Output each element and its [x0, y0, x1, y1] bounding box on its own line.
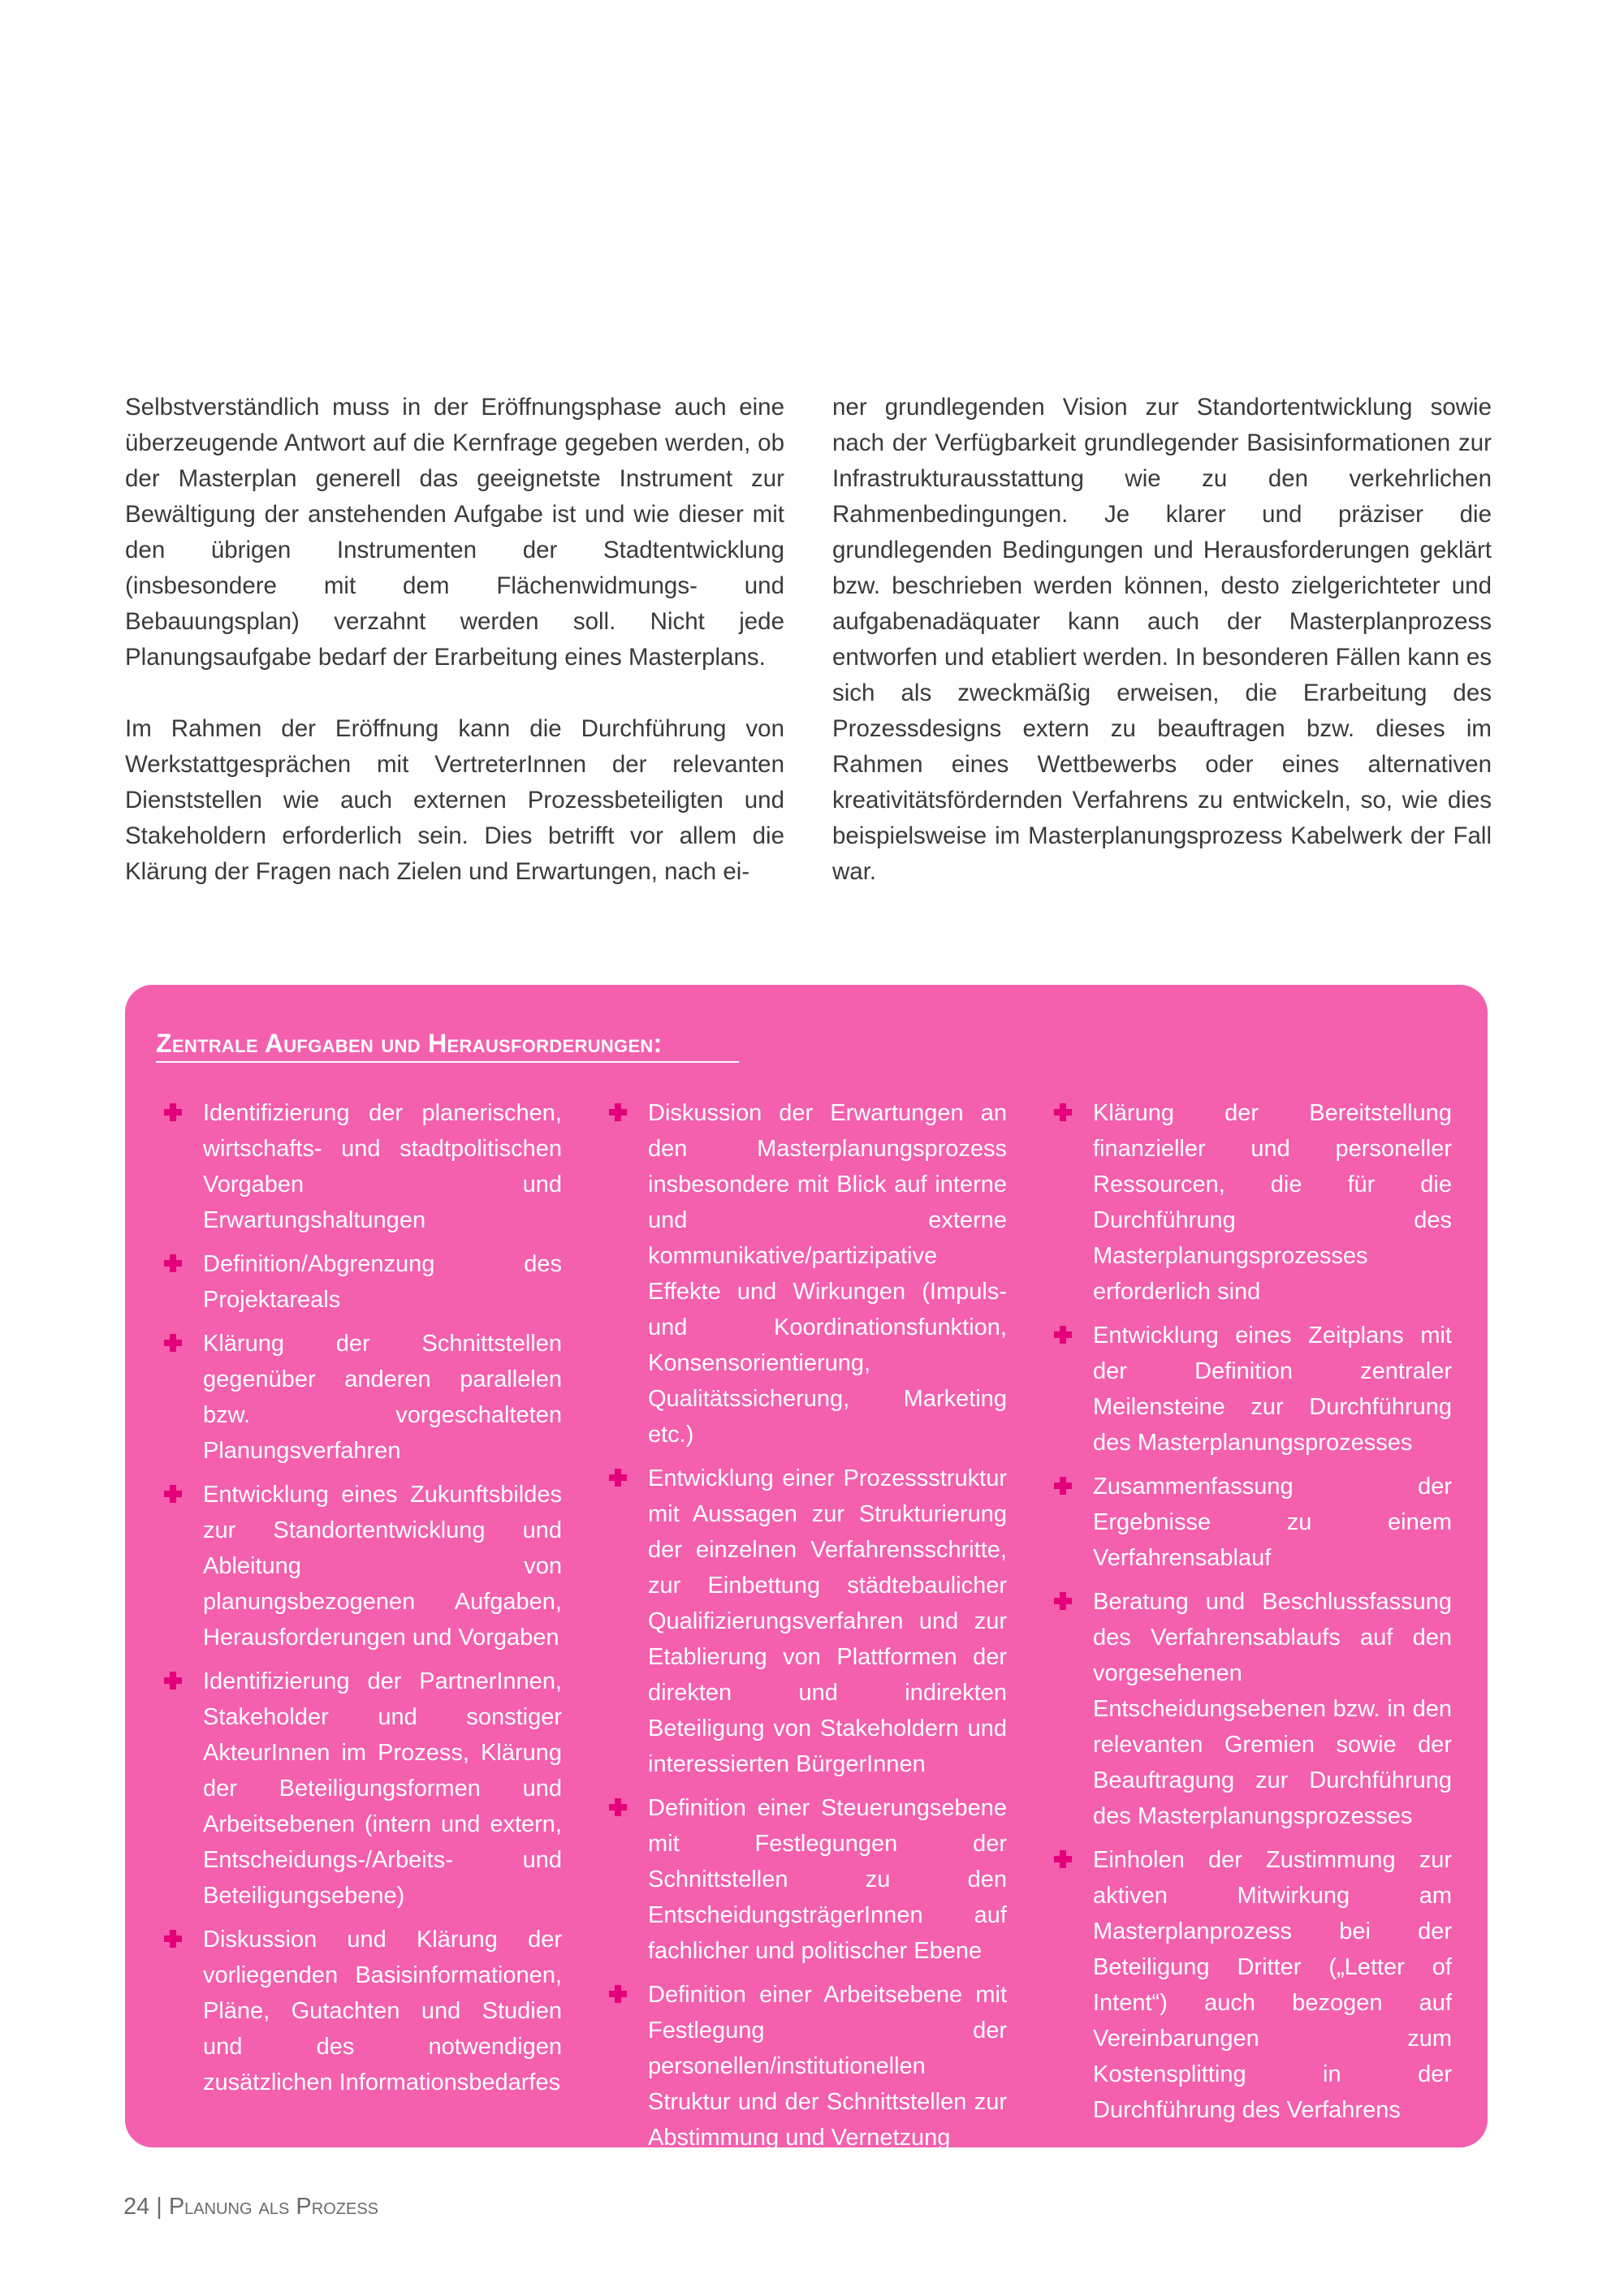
- list-item: [1054, 1842, 1452, 2128]
- plus-icon: [1054, 1103, 1072, 1121]
- title-underline: [156, 1061, 739, 1063]
- list-item: [609, 1095, 1007, 1452]
- list-item-text: Zusammenfassung der Ergebnisse zu einem Verfahrensablauf: [1093, 1474, 1452, 1571]
- list-item-text: Entwicklung einer Prozessstruktur mit Aussagen zur Strukturierung der einzelnen Verfahrensschritte, zur Einbettung städtebaulicher Qualifizierungsverfahren und zur Etablierung von Plattformen der direkten und indirekten Beteiligung von Stakeholdern und interessierten BürgerInnen: [648, 1465, 1007, 1777]
- list-item: [164, 1326, 562, 1469]
- plus-icon: [1054, 1326, 1072, 1344]
- list-item: [1054, 1584, 1452, 1834]
- plus-icon: [164, 1930, 182, 1948]
- list-item: [1054, 1469, 1452, 1576]
- page-number: 24: [123, 2194, 150, 2220]
- list-item-text: Klärung der Bereitstellung finanzieller und personeller Ressourcen, die für die Durchführung des Masterplanungsprozesses erforderlich sind: [1093, 1100, 1452, 1305]
- list-item: [164, 1095, 562, 1238]
- list-item-text: Klärung der Schnittstellen gegenüber anderen parallelen bzw. vorgeschalteten Planungsverfahren: [203, 1331, 562, 1464]
- list-item-text: Definition/Abgrenzung des Projektareals: [203, 1251, 562, 1313]
- body-paragraph: Selbstverständlich muss in der Eröffnungsphase auch eine überzeugende Antwort auf die Kernfrage gegeben werden, ob der Masterplan generell das geeignetste Instrument zur Bewältigung der anstehenden Aufgabe ist und wie dieser mit den übrigen Instrumenten der Stadtentwicklung (insbesondere mit dem Flächenwidmungs- und Bebauungsplan) verzahnt werden soll. Nicht jede Planungsaufgabe bedarf der Erarbeitung eines Masterplans.: [125, 394, 784, 671]
- list-item-text: Definition einer Steuerungsebene mit Festlegungen der Schnittstellen zu den EntscheidungsträgerInnen auf fachlicher und politischer Ebene: [648, 1795, 1007, 1964]
- footer-separator: |: [156, 2194, 162, 2220]
- list-item: [1054, 1095, 1452, 1310]
- list-item: [164, 1664, 562, 1914]
- plus-icon: [164, 1254, 182, 1272]
- list-item-text: Definition einer Arbeitsebene mit Festlegung der personellen/institutionellen Struktur und der Schnittstellen zur Abstimmung und Vernetzung: [648, 1982, 1007, 2151]
- list-item-text: Entwicklung eines Zukunftsbildes zur Standortentwicklung und Ableitung von planungsbezogenen Aufgaben, Herausforderungen und Vorgaben: [203, 1482, 562, 1651]
- task-list: [164, 1095, 562, 2100]
- task-list: [1054, 1095, 1452, 2128]
- list-item: [609, 1461, 1007, 1782]
- section-title: Planung als Prozess: [168, 2194, 379, 2220]
- list-item: [164, 1477, 562, 1655]
- body-column-left: [125, 390, 784, 890]
- box-column-2: [609, 1095, 1007, 2164]
- task-list: [609, 1095, 1007, 2156]
- list-item-text: Diskussion der Erwartungen an den Masterplanungsprozess insbesondere mit Blick auf interne und externe kommunikative/partizipative Effekte und Wirkungen (Impuls- und Koordinationsfunktion, Konsensorientierung, Qualitätssicherung, Marketing etc.): [648, 1100, 1007, 1448]
- list-item-text: Identifizierung der PartnerInnen, Stakeholder und sonstiger AkteurInnen im Prozess, Klärung der Beteiligungsformen und Arbeitsebenen (intern und extern, Entscheidungs-/Arbeits- und Beteiligungsebene): [203, 1668, 562, 1909]
- list-item-text: Identifizierung der planerischen, wirtschafts- und stadtpolitischen Vorgaben und Erwartungshaltungen: [203, 1100, 562, 1233]
- plus-icon: [164, 1672, 182, 1690]
- list-item: [609, 1977, 1007, 2156]
- list-item: [609, 1790, 1007, 1969]
- box-column-3: [1054, 1095, 1452, 2136]
- list-item: [164, 1246, 562, 1318]
- plus-icon: [1054, 1850, 1072, 1868]
- page-footer: [123, 2194, 378, 2220]
- plus-icon: [609, 1798, 627, 1816]
- plus-icon: [1054, 1477, 1072, 1495]
- box-column-1: [164, 1095, 562, 2108]
- plus-icon: [1054, 1592, 1072, 1610]
- plus-icon: [609, 1103, 627, 1121]
- plus-icon: [164, 1485, 182, 1503]
- plus-icon: [609, 1985, 627, 2003]
- body-paragraph: ner grundlegenden Vision zur Standortentwicklung sowie nach der Verfügbarkeit grundlegender Basisinformationen zur Infrastrukturausstattung wie zu den verkehrlichen Rahmenbedingungen. Je klarer und präziser die grundlegenden Bedingungen und Herausforderungen geklärt bzw. beschrieben werden können, desto zielgerichteter und aufgabenadäquater kann auch der Masterplanprozess entworfen und etabliert werden. In besonderen Fällen kann es sich als zweckmäßig erweisen, die Erarbeitung des Prozessdesigns extern zu beauftragen bzw. dieses im Rahmen eines Wettbewerbs oder eines alternativen kreativitätsfördernden Verfahrens zu entwickeln, so, wie dies beispielsweise im Masterplanungsprozess Kabelwerk der Fall war.: [832, 394, 1492, 885]
- plus-icon: [609, 1469, 627, 1487]
- list-item-text: Einholen der Zustimmung zur aktiven Mitwirkung am Masterplanprozess bei der Beteiligung Dritter („Letter of Intent“) auch bezogen auf Vereinbarungen zum Kostensplitting in der Durchführung des Verfahrens: [1093, 1847, 1452, 2123]
- body-column-right: [832, 390, 1492, 890]
- list-item: [164, 1922, 562, 2100]
- list-item-text: Diskussion und Klärung der vorliegenden Basisinformationen, Pläne, Gutachten und Studien und des notwendigen zusätzlichen Informationsbedarfes: [203, 1927, 562, 2095]
- tasks-box: [125, 985, 1488, 2151]
- list-item-text: Beratung und Beschlussfassung des Verfahrensablaufs auf den vorgesehenen Entscheidungsebenen bzw. in den relevanten Gremien sowie der Beauftragung zur Durchführung des Masterplanungsprozesses: [1093, 1589, 1452, 1829]
- plus-icon: [164, 1334, 182, 1352]
- list-item-text: Entwicklung eines Zeitplans mit der Definition zentraler Meilensteine zur Durchführung des Masterplanungsprozesses: [1093, 1323, 1452, 1456]
- body-paragraph: Im Rahmen der Eröffnung kann die Durchführung von Werkstattgesprächen mit VertreterInnen der relevanten Dienststellen wie auch externen Prozessbeteiligten und Stakeholdern erforderlich sein. Dies betrifft vor allem die Klärung der Fragen nach Zielen und Erwartungen, nach ei-: [125, 715, 784, 885]
- list-item: [1054, 1318, 1452, 1461]
- box-title: Zentrale Aufgaben und Herausforderungen:: [156, 1029, 663, 1058]
- plus-icon: [164, 1103, 182, 1121]
